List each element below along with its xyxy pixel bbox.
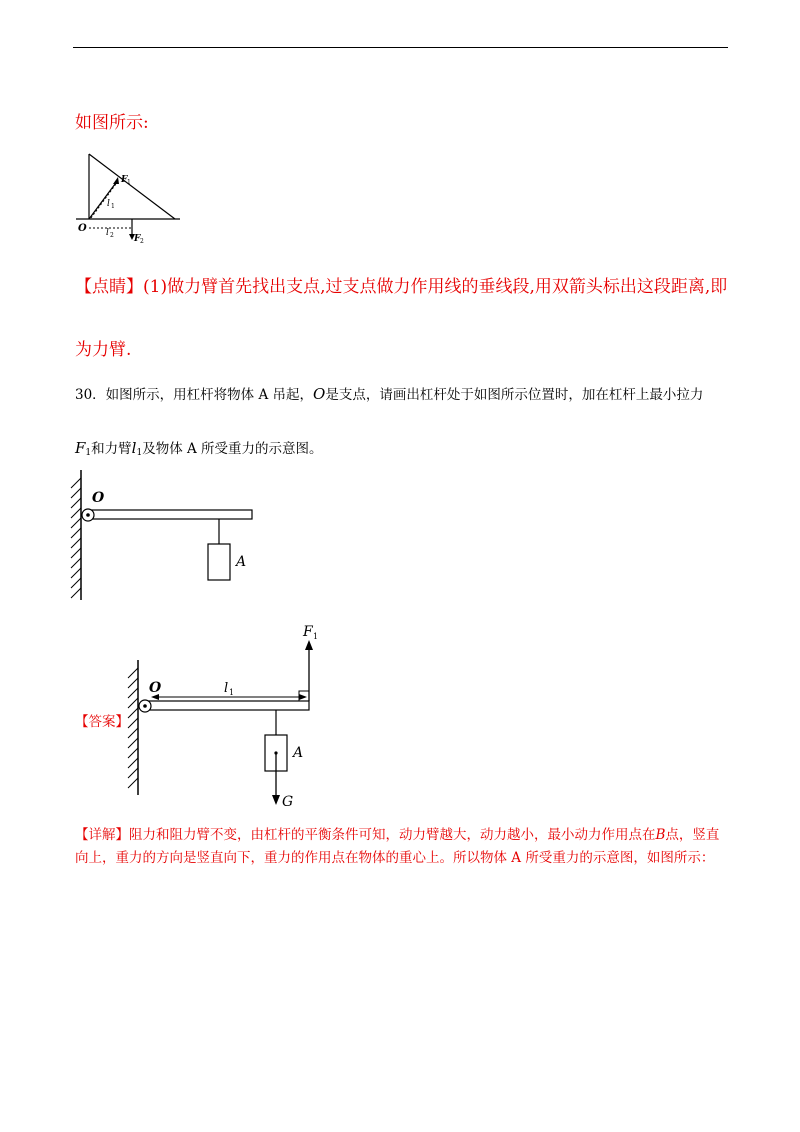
- label-l1: l: [107, 199, 110, 209]
- question-symbol-f: F: [75, 439, 86, 457]
- question-text-b: 是支点，请画出杠杆处于如图所示位置时，加在杠杆上最小拉力: [325, 387, 704, 403]
- question-symbol-f-sub: 1: [85, 448, 92, 458]
- question-label-a: A: [236, 554, 247, 570]
- question-symbol-o: O: [313, 385, 326, 403]
- label-l2-sub: 2: [110, 232, 114, 239]
- tip-tag: 【点睛】: [75, 277, 143, 297]
- explanation-text-b: 点，竖直向上，重力的方向是竖直向下，重力的作用点在物体的重心上。所以物体 A 所受重力的示意图，如图所示：: [75, 827, 720, 866]
- label-f1: F: [121, 175, 128, 185]
- tip-text-1: (1)做力臂首先找出支点,过支点做力作用线的垂线段,用双箭头标出这段距离,即: [143, 277, 728, 297]
- explanation-tag: 【详解】: [75, 827, 129, 843]
- question-line-1: [75, 383, 703, 403]
- tip-line-1: [75, 272, 727, 297]
- question-text-a: 30．如图所示，用杠杆将物体 A 吊起，: [75, 387, 314, 403]
- question-label-o: O: [92, 490, 105, 506]
- explanation-point: B: [655, 827, 666, 843]
- caption-text: 如图所示:: [75, 113, 149, 133]
- tip-line-2: 为力臂.: [75, 340, 132, 360]
- label-f1-sub: 1: [127, 179, 131, 186]
- label-o: O: [78, 223, 87, 234]
- answer-label-g: G: [282, 794, 294, 810]
- question-line-2: [75, 437, 323, 458]
- question-text-c: 和力臂: [91, 441, 132, 457]
- header-rule: [73, 47, 728, 48]
- answer-label-a: A: [293, 745, 304, 761]
- answer-label-l: l: [224, 681, 229, 696]
- question-text-d: 及物体 A 所受重力的示意图。: [142, 441, 323, 457]
- label-f2-sub: 2: [140, 238, 144, 244]
- label-l1-sub: 1: [111, 203, 115, 210]
- answer-label-f-sub: 1: [313, 632, 319, 641]
- label-l2: l: [106, 228, 109, 238]
- question-symbol-l: l: [131, 439, 137, 457]
- answer-label-f: F: [303, 624, 313, 640]
- answer-label-o: O: [149, 680, 162, 696]
- explanation-text-a: 阻力和阻力臂不变，由杠杆的平衡条件可知，动力臂越大，动力越小，最小动力作用点在: [129, 827, 656, 843]
- question-figure: [68, 468, 268, 603]
- label-f2: F: [134, 234, 141, 244]
- answer-label-l-sub: 1: [229, 688, 235, 697]
- answer-figure: [125, 620, 335, 815]
- question-symbol-l-sub: 1: [136, 448, 143, 458]
- previous-answer-figure: [72, 148, 184, 244]
- explanation-paragraph: [75, 824, 725, 870]
- answer-tag: 【答案】: [75, 714, 129, 730]
